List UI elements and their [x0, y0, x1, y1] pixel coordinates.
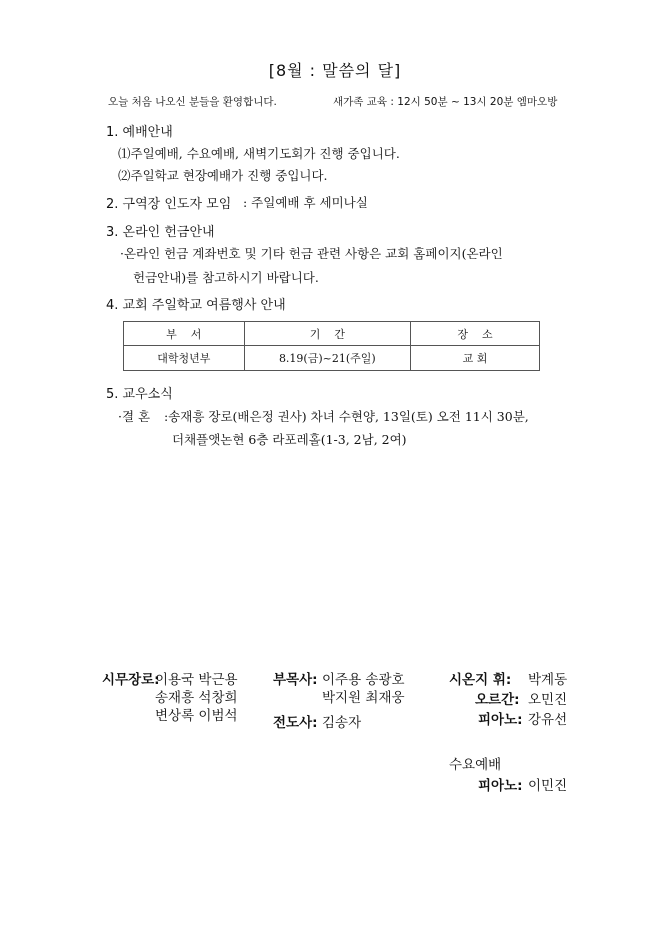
news-line-1: :송재흥 장로(배은정 권사) 차녀 수현양, 13일(토) 오전 11시 30분, — [164, 409, 529, 424]
table-header-row — [124, 322, 540, 346]
section-3-line-1: ·온라인 헌금 계좌번호 및 기타 헌금 관련 사항은 교회 홈페이지(온라인 — [120, 246, 503, 261]
elders-line-3: 변상록 이범석 — [155, 708, 238, 724]
evangelist-name: 김송자 — [322, 715, 362, 731]
assoc-pastor-line-1: 이주용 송광호 — [322, 672, 405, 688]
assoc-pastor-line-2: 박지원 최재웅 — [322, 690, 405, 706]
section-1-item-1: ⑴주일예배, 수요예배, 새벽기도회가 진행 중입니다. — [118, 146, 400, 161]
column-header-location: 장소 — [411, 322, 540, 346]
news-label: ·결 혼 — [118, 409, 151, 424]
cell-period: 8.19(금)~21(주일) — [244, 346, 410, 371]
column-header-period: 기간 — [244, 322, 410, 346]
wednesday-piano-label: 피아노: — [478, 778, 523, 794]
education-info: 새가족 교육 : 12시 50분 ~ 13시 20분 엠마오방 — [333, 96, 558, 108]
section-3-heading: 3. 온라인 헌금안내 — [106, 225, 215, 240]
summer-event-table — [123, 321, 540, 371]
section-5-heading: 5. 교우소식 — [106, 387, 173, 402]
elders-line-1: 이용국 박근용 — [155, 672, 238, 688]
cell-location: 교 회 — [411, 346, 540, 371]
table-row — [124, 346, 540, 371]
section-4-heading: 4. 교회 주일학교 여름행사 안내 — [106, 298, 286, 313]
welcome-text: 오늘 처음 나오신 분들을 환영합니다. — [108, 96, 277, 108]
section-2-detail: : 주일예배 후 세미나실 — [243, 195, 368, 210]
evangelist-label: 전도사: — [273, 715, 318, 731]
cell-department: 대학청년부 — [124, 346, 245, 371]
conductor-name: 박계동 — [528, 672, 568, 688]
piano-name: 강유선 — [528, 712, 568, 728]
piano-label: 피아노: — [478, 712, 523, 728]
section-3-line-2: 헌금안내)를 참고하시기 바랍니다. — [133, 270, 319, 285]
elders-label: 시무장로: — [102, 672, 160, 688]
conductor-label: 시온지 휘: — [449, 672, 512, 688]
assoc-pastor-label: 부목사: — [273, 672, 318, 688]
column-header-department: 부서 — [124, 322, 245, 346]
organ-name: 오민진 — [528, 692, 568, 708]
elders-line-2: 송재흥 석창희 — [155, 690, 238, 706]
wednesday-service-heading: 수요예배 — [449, 757, 502, 773]
section-1-heading: 1. 예배안내 — [106, 125, 173, 140]
section-2-heading: 2. 구역장 인도자 모임 — [106, 197, 232, 212]
wednesday-piano-name: 이민진 — [528, 778, 568, 794]
page-title: [8월 : 말씀의 달] — [268, 61, 402, 80]
section-1-item-2: ⑵주일학교 현장예배가 진행 중입니다. — [118, 168, 328, 183]
organ-label: 오르간: — [475, 692, 520, 708]
news-line-2: 더채플앳논현 6층 라포레홀(1-3, 2남, 2여) — [172, 432, 407, 447]
